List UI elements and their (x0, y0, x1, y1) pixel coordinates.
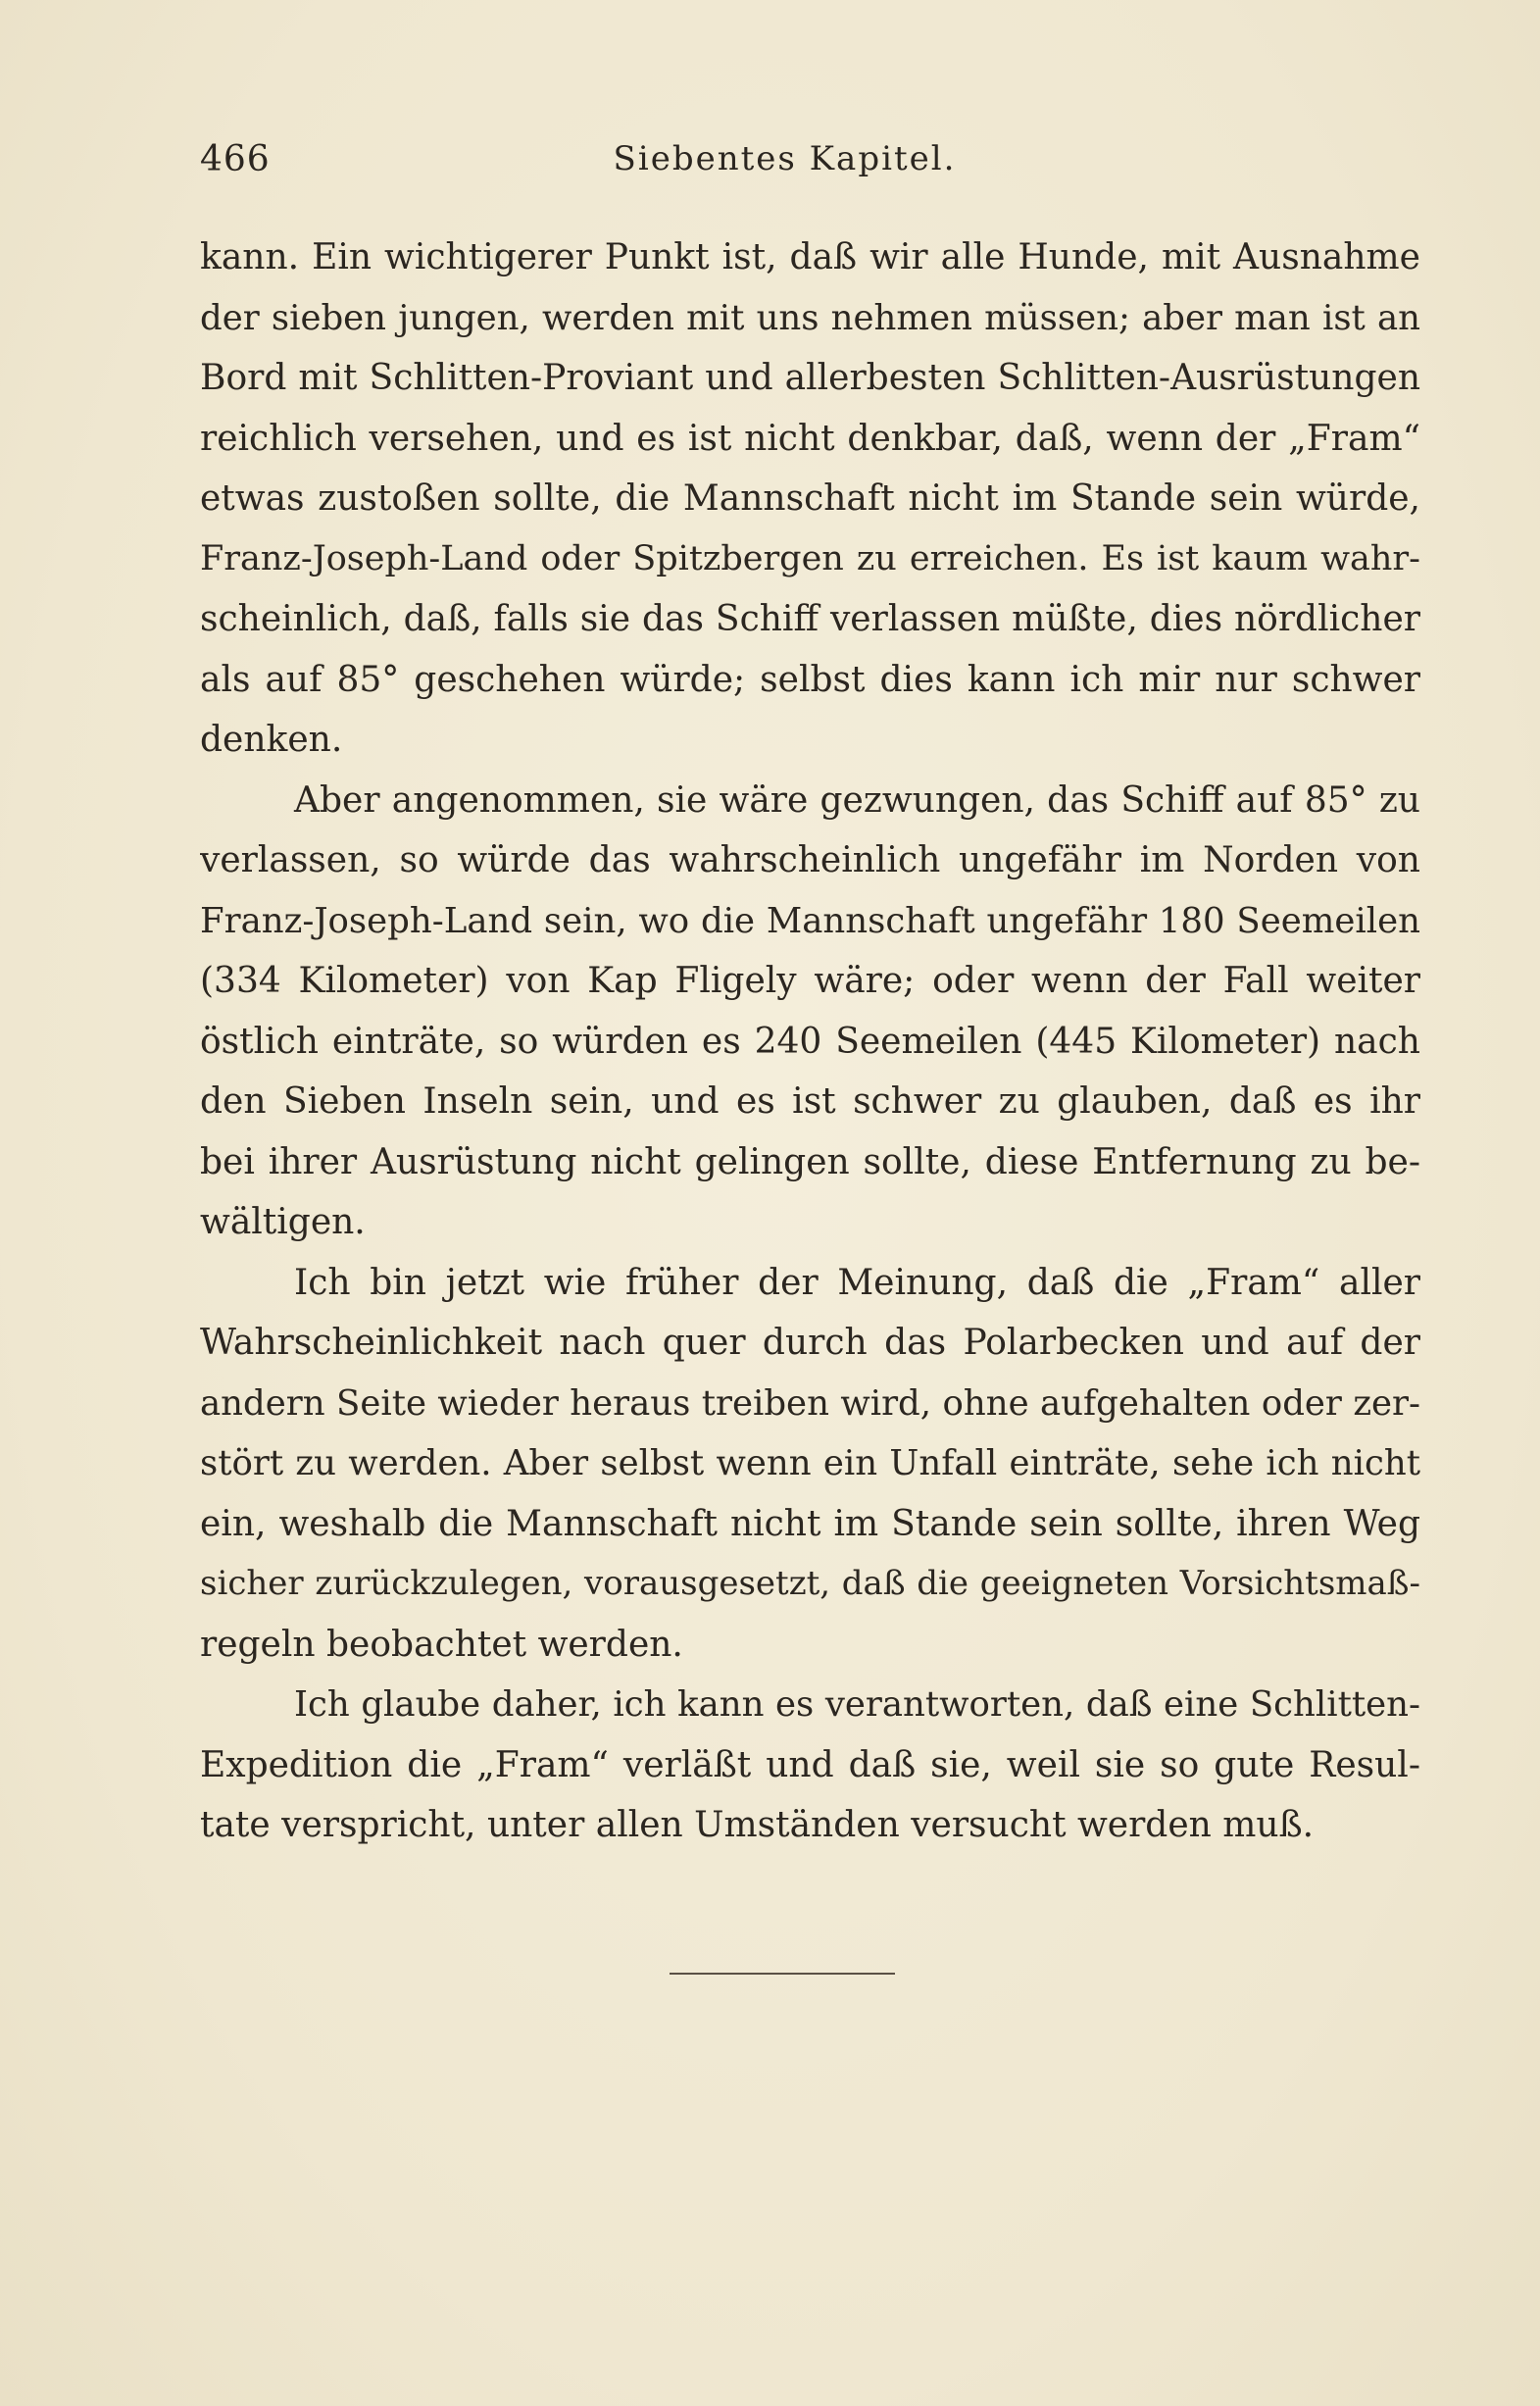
text-line: denken. (200, 720, 343, 760)
text-line: Aber angenommen, sie wäre gezwungen, das Schiff auf 85° zu (294, 779, 1420, 821)
text-line: der sieben jungen, werden mit uns nehmen müssen; aber man ist an (200, 297, 1420, 338)
text-line: tate verspricht, unter allen Umständen versucht werden muß. (200, 1805, 1315, 1845)
text-line: Franz-Joseph-Land sein, wo die Mannschaft ungefähr 180 Seemeilen (200, 900, 1420, 941)
text-line: Franz-Joseph-Land oder Spitzbergen zu erreichen. Es ist kaum wahr- (200, 538, 1420, 578)
text-line: kann. Ein wichtigerer Punkt ist, daß wir alle Hunde, mit Ausnahme (200, 237, 1420, 277)
text-line: bei ihrer Ausrüstung nicht gelingen sollte, diese Entfernung zu be- (200, 1141, 1420, 1182)
text-line: als auf 85° geschehen würde; selbst dies kann ich mir nur schwer (200, 659, 1420, 700)
text-line: verlassen, so würde das wahrscheinlich ungefähr im Norden von (200, 840, 1420, 880)
text-line: reichlich versehen, und es ist nicht denkbar, daß, wenn der „Fram“ (200, 418, 1420, 459)
text-line: östlich einträte, so würden es 240 Seemeilen (445 Kilometer) nach (200, 1021, 1420, 1062)
paragraph-3 (200, 1253, 1420, 1676)
text-line: ein, weshalb die Mannschaft nicht im Stande sein sollte, ihren Weg (200, 1503, 1420, 1544)
running-head: Siebentes Kapitel. (613, 139, 957, 178)
section-end-rule (670, 1973, 895, 1975)
text-line: Wahrscheinlichkeit nach quer durch das Polarbecken und auf der (200, 1323, 1420, 1363)
text-line: etwas zustoßen sollte, die Mannschaft nicht im Stande sein würde, (200, 478, 1420, 519)
paragraph-4 (200, 1675, 1420, 1856)
text-line: Ich glaube daher, ich kann es verantworten, daß eine Schlitten- (294, 1684, 1420, 1725)
text-line: den Sieben Inseln sein, und es ist schwer zu glauben, daß es ihr (200, 1081, 1420, 1122)
text-line: sicher zurückzulegen, vorausgesetzt, daß die geeigneten Vorsichtsmaß- (200, 1564, 1420, 1603)
text-line: Ich bin jetzt wie früher der Meinung, daß die „Fram“ aller (294, 1262, 1420, 1303)
text-line: Bord mit Schlitten-Proviant und allerbesten Schlitten-Ausrüstungen (200, 358, 1420, 398)
paragraph-2 (200, 771, 1420, 1253)
paragraph-1 (200, 227, 1420, 771)
text-line: regeln beobachtet werden. (200, 1624, 683, 1665)
text-line: scheinlich, daß, falls sie das Schiff verlassen müßte, dies nördlicher (200, 599, 1420, 639)
page-number: 466 (200, 139, 271, 179)
body-text (200, 227, 1420, 1856)
text-line: stört zu werden. Aber selbst wenn ein Unfall einträte, sehe ich nicht (200, 1443, 1420, 1483)
text-line: (334 Kilometer) von Kap Fligely wäre; oder wenn der Fall weiter (200, 961, 1420, 1001)
text-line: andern Seite wieder heraus treiben wird, ohne aufgehalten oder zer- (200, 1382, 1420, 1424)
text-line: wältigen. (200, 1202, 366, 1242)
text-line: Expedition die „Fram“ verläßt und daß sie, weil sie so gute Resul- (200, 1744, 1420, 1785)
